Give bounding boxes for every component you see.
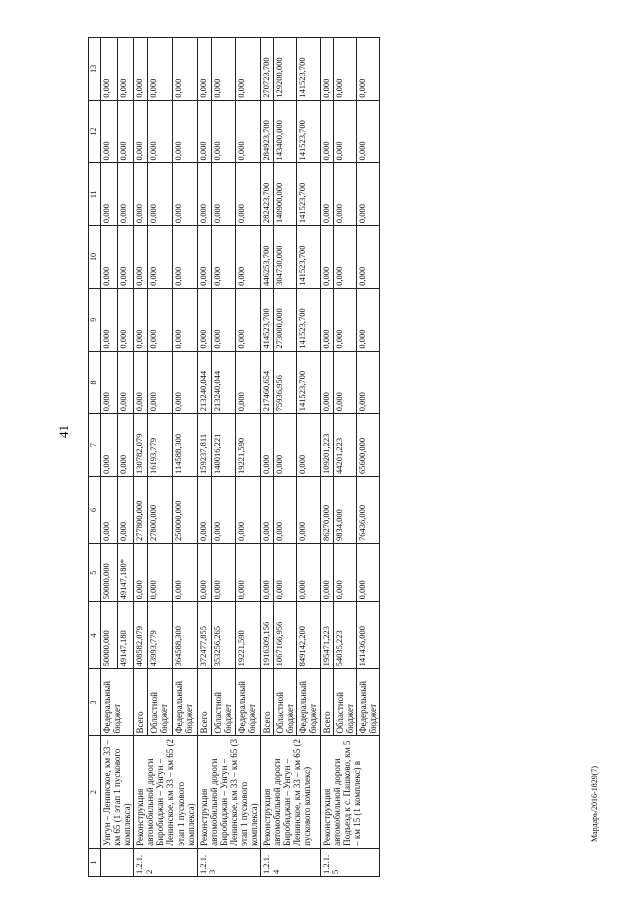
- item-description-cell: Реконструкция автомобильной дороги Биробиджан – Унгун – Ленинское, км 33 – км 65 (2 пускового комплекс): [261, 736, 320, 848]
- item-code-cell: [100, 848, 133, 876]
- value-cell: 353256,265: [211, 602, 236, 669]
- value-cell: 141436,000: [356, 602, 379, 669]
- value-cell: 0,000: [197, 476, 211, 543]
- value-cell: 0,000: [197, 226, 211, 289]
- value-cell: 141523,700: [297, 163, 320, 226]
- value-cell: 213240,044: [211, 351, 236, 414]
- value-cell: 0,000: [100, 351, 117, 414]
- item-code-cell: 1.2.1.4: [261, 848, 320, 876]
- value-cell: 0,000: [172, 351, 197, 414]
- value-cell: 0,000: [320, 351, 333, 414]
- value-cell: 0,000: [274, 544, 297, 602]
- budget-type-cell: Федеральный бюджет: [100, 669, 133, 736]
- value-cell: 0,000: [320, 38, 333, 101]
- table-row: [134, 38, 148, 877]
- value-cell: 195471,223: [320, 602, 333, 669]
- budget-type-cell: Федеральный бюджет: [172, 669, 197, 736]
- value-cell: 0,000: [236, 544, 261, 602]
- value-cell: 0,000: [134, 288, 148, 351]
- value-cell: 0,000: [134, 38, 148, 101]
- value-cell: 0,000: [261, 476, 274, 543]
- value-cell: 0,000: [320, 100, 333, 163]
- value-cell: 0,000: [356, 544, 379, 602]
- document-reference-code: Мардарь/2016-1829(7): [590, 765, 599, 842]
- value-cell: 250000,000: [172, 476, 197, 543]
- value-cell: 0,000: [236, 476, 261, 543]
- value-cell: 0,000: [320, 163, 333, 226]
- value-cell: 0,000: [117, 351, 134, 414]
- value-cell: 0,000: [236, 163, 261, 226]
- value-cell: 0,000: [197, 38, 211, 101]
- budget-type-cell: Областной бюджет: [211, 669, 236, 736]
- value-cell: 1067166,956: [274, 602, 297, 669]
- value-cell: 0,000: [117, 226, 134, 289]
- value-cell: 0,000: [211, 163, 236, 226]
- value-cell: 0,000: [117, 414, 134, 477]
- table-row: [100, 38, 117, 877]
- value-cell: 44201,223: [333, 414, 356, 477]
- value-cell: 0,000: [172, 226, 197, 289]
- budget-type-cell: Областной бюджет: [148, 669, 173, 736]
- value-cell: 0,000: [211, 476, 236, 543]
- column-header: 1: [89, 848, 101, 876]
- value-cell: 0,000: [356, 288, 379, 351]
- value-cell: 0,000: [197, 100, 211, 163]
- value-cell: 19221,590: [236, 414, 261, 477]
- value-cell: 0,000: [197, 544, 211, 602]
- value-cell: 849142,200: [297, 602, 320, 669]
- value-cell: 114588,300: [172, 414, 197, 477]
- value-cell: 0,000: [100, 288, 117, 351]
- value-cell: 304730,000: [274, 226, 297, 289]
- value-cell: 213240,044: [197, 351, 211, 414]
- value-cell: 0,000: [172, 38, 197, 101]
- value-cell: 0,000: [274, 476, 297, 543]
- column-header: 7: [89, 414, 101, 477]
- value-cell: 273000,000: [274, 288, 297, 351]
- value-cell: 0,000: [297, 476, 320, 543]
- value-cell: 0,000: [117, 163, 134, 226]
- value-cell: 76436,000: [356, 476, 379, 543]
- budget-type-cell: Федеральный бюджет: [356, 669, 379, 736]
- value-cell: 270723,700: [261, 38, 274, 101]
- budget-type-cell: Областной бюджет: [274, 669, 297, 736]
- value-cell: 0,000: [211, 100, 236, 163]
- item-code-cell: 1.2.1.3: [197, 848, 260, 876]
- value-cell: 0,000: [333, 544, 356, 602]
- column-header: 6: [89, 476, 101, 543]
- value-cell: 0,000: [356, 100, 379, 163]
- value-cell: 0,000: [172, 163, 197, 226]
- item-description-cell: Реконструкция автомобильной дороги Биробиджан – Унгун – Ленинское, км 33 – км 65 (3 этап 1 пускового комплекса): [197, 736, 260, 848]
- value-cell: 0,000: [148, 226, 173, 289]
- value-cell: 50000,000: [100, 544, 117, 602]
- value-cell: 0,000: [236, 100, 261, 163]
- value-cell: 54035,223: [333, 602, 356, 669]
- column-header: 11: [89, 163, 101, 226]
- value-cell: 141523,700: [297, 226, 320, 289]
- item-description-cell: Реконструкция автомобильной дороги Подъезд к с. Пашково, км 5 – км 15 (1 комплекс) в: [320, 736, 379, 848]
- value-cell: 0,000: [100, 226, 117, 289]
- rotated-table-container: [88, 37, 560, 877]
- value-cell: 0,000: [148, 38, 173, 101]
- value-cell: 0,000: [211, 544, 236, 602]
- value-cell: 0,000: [333, 38, 356, 101]
- value-cell: 0,000: [197, 288, 211, 351]
- budget-type-cell: Всего: [261, 669, 274, 736]
- value-cell: 86270,000: [320, 476, 333, 543]
- value-cell: 0,000: [320, 288, 333, 351]
- value-cell: 0,000: [333, 163, 356, 226]
- value-cell: 9834,000: [333, 476, 356, 543]
- value-cell: 0,000: [117, 100, 134, 163]
- value-cell: 109201,223: [320, 414, 333, 477]
- value-cell: 49147,180: [117, 602, 134, 669]
- value-cell: 0,000: [148, 351, 173, 414]
- budget-table: [88, 37, 380, 877]
- column-header: 10: [89, 226, 101, 289]
- value-cell: 130782,079: [134, 414, 148, 477]
- value-cell: 0,000: [117, 288, 134, 351]
- value-cell: 0,000: [356, 351, 379, 414]
- value-cell: 129200,000: [274, 38, 297, 101]
- value-cell: 414523,700: [261, 288, 274, 351]
- table-row: [197, 38, 211, 877]
- item-code-cell: 1.2.1.2: [134, 848, 197, 876]
- value-cell: 0,000: [100, 100, 117, 163]
- value-cell: 277800,000: [134, 476, 148, 543]
- column-header: 4: [89, 602, 101, 669]
- budget-type-cell: Областной бюджет: [333, 669, 356, 736]
- value-cell: 0,000: [236, 288, 261, 351]
- value-cell: 0,000: [134, 226, 148, 289]
- page-number: 41: [56, 425, 71, 438]
- value-cell: 75936,956: [274, 351, 297, 414]
- value-cell: 0,000: [261, 544, 274, 602]
- value-cell: 0,000: [172, 288, 197, 351]
- value-cell: 0,000: [236, 351, 261, 414]
- value-cell: 364588,300: [172, 602, 197, 669]
- budget-type-cell: Всего: [197, 669, 211, 736]
- value-cell: 141523,700: [297, 288, 320, 351]
- value-cell: 140016,221: [211, 414, 236, 477]
- value-cell: 0,000: [172, 100, 197, 163]
- value-cell: 0,000: [333, 100, 356, 163]
- value-cell: 0,000: [100, 38, 117, 101]
- budget-type-cell: Всего: [320, 669, 333, 736]
- value-cell: 0,000: [134, 163, 148, 226]
- value-cell: 0,000: [148, 288, 173, 351]
- value-cell: 50000,000: [100, 602, 117, 669]
- value-cell: 0,000: [148, 544, 173, 602]
- column-header: 9: [89, 288, 101, 351]
- value-cell: 0,000: [134, 351, 148, 414]
- value-cell: 0,000: [117, 38, 134, 101]
- table-row: [261, 38, 274, 877]
- value-cell: 0,000: [297, 544, 320, 602]
- value-cell: 0,000: [356, 226, 379, 289]
- column-header: 2: [89, 736, 101, 848]
- value-cell: 0,000: [333, 226, 356, 289]
- value-cell: 0,000: [236, 226, 261, 289]
- column-header: 13: [89, 38, 101, 101]
- value-cell: 284923,700: [261, 100, 274, 163]
- value-cell: 0,000: [197, 163, 211, 226]
- value-cell: 372477,855: [197, 602, 211, 669]
- column-header: 5: [89, 544, 101, 602]
- budget-type-cell: Федеральный бюджет: [297, 669, 320, 736]
- column-header: 8: [89, 351, 101, 414]
- column-number-row: [89, 38, 101, 877]
- budget-type-cell: Всего: [134, 669, 148, 736]
- value-cell: 0,000: [356, 163, 379, 226]
- value-cell: 282423,700: [261, 163, 274, 226]
- value-cell: 19221,590: [236, 602, 261, 669]
- item-code-cell: 1.2.1.5: [320, 848, 379, 876]
- column-header: 3: [89, 669, 101, 736]
- value-cell: 408582,079: [134, 602, 148, 669]
- table-row: [320, 38, 333, 877]
- value-cell: 43993,779: [148, 602, 173, 669]
- budget-type-cell: Федеральный бюджет: [236, 669, 261, 736]
- item-description-cell: Унгун – Ленинское, км 33 – км 65 (1 этап 1 пускового комплекса): [100, 736, 133, 848]
- value-cell: 0,000: [134, 544, 148, 602]
- value-cell: 217460,654: [261, 351, 274, 414]
- value-cell: 0,000: [148, 100, 173, 163]
- value-cell: 1916309,156: [261, 602, 274, 669]
- value-cell: 141523,700: [297, 100, 320, 163]
- value-cell: 27800,000: [148, 476, 173, 543]
- value-cell: 0,000: [100, 163, 117, 226]
- value-cell: 0,000: [274, 414, 297, 477]
- value-cell: 141523,700: [297, 351, 320, 414]
- value-cell: 0,000: [261, 414, 274, 477]
- value-cell: 0,000: [236, 38, 261, 101]
- value-cell: 141523,700: [297, 38, 320, 101]
- value-cell: 159237,811: [197, 414, 211, 477]
- value-cell: 0,000: [172, 544, 197, 602]
- value-cell: 16193,779: [148, 414, 173, 477]
- value-cell: 446253,700: [261, 226, 274, 289]
- column-header: 12: [89, 100, 101, 163]
- value-cell: 0,000: [320, 226, 333, 289]
- value-cell: 0,000: [333, 351, 356, 414]
- item-description-cell: Реконструкция автомобильной дороги Биробиджан – Унгун – Ленинское, км 33 – км 65 (2 этап 1 пускового комплекса): [134, 736, 197, 848]
- value-cell: 0,000: [100, 476, 117, 543]
- value-cell: 0,000: [211, 288, 236, 351]
- value-cell: 65600,000: [356, 414, 379, 477]
- value-cell: 0,000: [356, 38, 379, 101]
- value-cell: 0,000: [117, 476, 134, 543]
- value-cell: 0,000: [211, 38, 236, 101]
- value-cell: 140900,000: [274, 163, 297, 226]
- value-cell: 0,000: [297, 414, 320, 477]
- value-cell: 0,000: [134, 100, 148, 163]
- value-cell: 0,000: [320, 544, 333, 602]
- value-cell: 49147,180*: [117, 544, 134, 602]
- value-cell: 0,000: [211, 226, 236, 289]
- value-cell: 0,000: [333, 288, 356, 351]
- value-cell: 143400,000: [274, 100, 297, 163]
- value-cell: 0,000: [100, 414, 117, 477]
- value-cell: 0,000: [148, 163, 173, 226]
